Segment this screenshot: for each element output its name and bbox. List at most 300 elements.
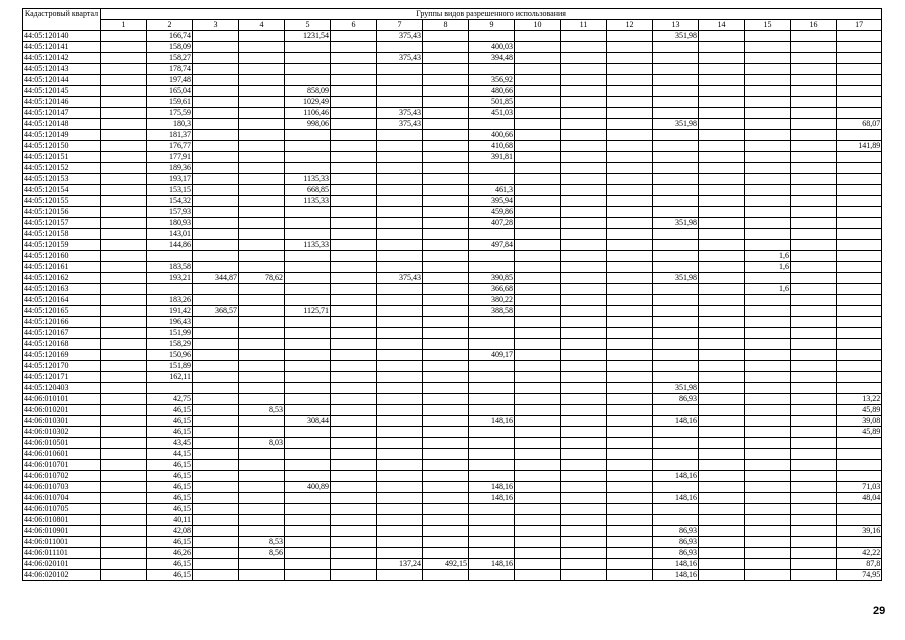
rate-cell: 461,3 [469,185,515,196]
rate-cell [837,449,882,460]
rate-cell [699,449,745,460]
cadastral-quarter-cell: 44:05:120162 [23,273,101,284]
rate-cell: 45,89 [837,427,882,438]
rate-cell [331,328,377,339]
rate-cell [423,449,469,460]
rate-cell [101,317,147,328]
rate-cell [515,427,561,438]
rate-cell: 8,53 [239,537,285,548]
rate-cell [837,504,882,515]
column-number: 14 [699,20,745,31]
rate-cell [101,97,147,108]
rate-cell [423,339,469,350]
rate-cell [791,482,837,493]
rate-cell [561,405,607,416]
rate-cell [607,559,653,570]
rate-cell [285,53,331,64]
rate-cell [101,548,147,559]
rate-cell [193,438,239,449]
table-row [23,482,882,493]
rate-cell [561,372,607,383]
rate-cell: 42,75 [147,394,193,405]
rate-cell: 46,15 [147,537,193,548]
rate-cell [561,207,607,218]
rate-cell [285,405,331,416]
rate-cell [837,537,882,548]
rate-cell [101,273,147,284]
rate-cell [285,394,331,405]
rate-cell [607,339,653,350]
table-row [23,75,882,86]
cadastral-quarter-cell: 44:05:120167 [23,328,101,339]
table-row [23,339,882,350]
cadastral-quarter-cell: 44:05:120153 [23,174,101,185]
rate-cell [607,141,653,152]
rate-cell [745,570,791,581]
rate-cell [377,405,423,416]
rate-cell [561,559,607,570]
rate-cell: 39,16 [837,526,882,537]
rate-cell [377,75,423,86]
rate-cell [101,262,147,273]
rate-cell [239,75,285,86]
rate-cell [101,64,147,75]
rate-cell: 46,15 [147,482,193,493]
table-row [23,196,882,207]
rate-cell [791,416,837,427]
rate-cell [791,548,837,559]
rate-cell [837,207,882,218]
rate-cell [377,482,423,493]
rate-cell [699,427,745,438]
table-row [23,163,882,174]
rate-cell [561,86,607,97]
rate-cell [607,86,653,97]
rate-cell [791,75,837,86]
rate-cell [515,537,561,548]
rate-cell: 497,84 [469,240,515,251]
rate-cell [653,438,699,449]
rate-cell [561,328,607,339]
rate-cell [791,317,837,328]
rate-cell [561,548,607,559]
rate-cell [239,119,285,130]
table-row [23,372,882,383]
rate-cell [101,284,147,295]
rate-cell [469,163,515,174]
rate-cell [377,471,423,482]
cadastral-quarter-cell: 44:05:120151 [23,152,101,163]
rate-cell [607,119,653,130]
rate-cell [561,449,607,460]
cadastral-quarter-cell: 44:05:120147 [23,108,101,119]
rate-cell [837,163,882,174]
cadastral-quarter-cell: 44:05:120150 [23,141,101,152]
rate-cell [101,416,147,427]
rate-cell [515,108,561,119]
rate-cell [699,350,745,361]
rate-cell [699,416,745,427]
cadastral-quarter-cell: 44:06:010301 [23,416,101,427]
rate-cell [607,504,653,515]
column-number: 3 [193,20,239,31]
rate-cell [331,42,377,53]
rate-cell [193,372,239,383]
rate-cell: 42,08 [147,526,193,537]
rate-cell [837,515,882,526]
rate-cell [515,515,561,526]
rate-cell [745,218,791,229]
rate-cell [837,295,882,306]
rate-cell [239,515,285,526]
rate-cell [561,339,607,350]
rate-cell [653,295,699,306]
rate-cell [285,141,331,152]
rate-cell [377,218,423,229]
column-number: 1 [101,20,147,31]
rate-cell [745,130,791,141]
cadastral-quarter-cell: 44:05:120171 [23,372,101,383]
cadastral-quarter-cell: 44:06:011001 [23,537,101,548]
rate-cell [423,152,469,163]
rate-cell [791,31,837,42]
rate-cell [699,64,745,75]
rate-cell [285,372,331,383]
cadastral-quarter-cell: 44:06:010801 [23,515,101,526]
rate-cell [791,570,837,581]
rate-cell [607,471,653,482]
rate-cell [377,339,423,350]
rate-cell [699,559,745,570]
rate-cell [515,460,561,471]
rate-cell [239,372,285,383]
rate-cell [239,526,285,537]
rate-cell [193,108,239,119]
table-row [23,383,882,394]
rate-cell [377,262,423,273]
rate-cell [331,504,377,515]
rate-cell: 46,15 [147,405,193,416]
table-row [23,251,882,262]
rate-cell [331,262,377,273]
rate-cell [607,350,653,361]
table-row [23,350,882,361]
cadastral-quarter-cell: 44:06:011101 [23,548,101,559]
rate-cell [285,64,331,75]
rate-cell [515,42,561,53]
rate-cell [653,86,699,97]
rate-cell [791,460,837,471]
rate-cell [515,174,561,185]
table-row [23,207,882,218]
column-number: 5 [285,20,331,31]
rate-cell [653,141,699,152]
rate-cell [837,86,882,97]
rate-cell [377,537,423,548]
rate-cell [837,361,882,372]
cadastral-quarter-header: Кадастровый квартал [23,9,101,31]
table-row [23,229,882,240]
rate-cell [239,185,285,196]
rate-cell [469,372,515,383]
table-row [23,53,882,64]
rate-cell [331,97,377,108]
rate-cell [837,152,882,163]
cadastral-quarter-cell: 44:05:120145 [23,86,101,97]
rate-cell [653,427,699,438]
cadastral-quarter-cell: 44:06:010601 [23,449,101,460]
rate-cell [561,427,607,438]
rate-cell: 1231,54 [285,31,331,42]
rate-cell [423,306,469,317]
rate-cell: 148,16 [469,482,515,493]
rate-cell [515,53,561,64]
table-row [23,108,882,119]
rate-cell [699,405,745,416]
rate-cell [791,383,837,394]
rate-cell [331,64,377,75]
rate-cell: 165,04 [147,86,193,97]
rate-cell [791,449,837,460]
table-row [23,86,882,97]
rate-cell: 1135,33 [285,240,331,251]
rate-cell [791,526,837,537]
rate-cell [423,108,469,119]
rate-cell [699,108,745,119]
rate-cell [285,504,331,515]
rate-cell [423,548,469,559]
rate-cell [837,383,882,394]
cadastral-quarter-cell: 44:05:120168 [23,339,101,350]
rate-cell [607,174,653,185]
rate-cell [331,119,377,130]
rate-cell [239,152,285,163]
rate-cell [101,394,147,405]
rate-cell [469,317,515,328]
rate-cell [561,306,607,317]
cadastral-quarter-cell: 44:06:020101 [23,559,101,570]
rate-cell [791,141,837,152]
rate-cell [377,207,423,218]
rate-cell [699,339,745,350]
rate-cell [239,42,285,53]
rate-cell [423,141,469,152]
rate-cell [607,306,653,317]
rate-cell [101,86,147,97]
rate-cell [561,471,607,482]
rate-cell [745,174,791,185]
rate-cell [101,559,147,570]
rate-cell [101,438,147,449]
rate-cell [607,75,653,86]
rate-cell [239,295,285,306]
rate-cell [423,515,469,526]
rate-cell [423,130,469,141]
rate-cell [699,372,745,383]
rate-cell [607,64,653,75]
rate-cell: 351,98 [653,273,699,284]
rate-cell [377,372,423,383]
rate-cell [423,53,469,64]
rate-cell [699,53,745,64]
rate-cell [469,548,515,559]
rate-cell [423,185,469,196]
rate-cell [423,31,469,42]
rate-cell [101,405,147,416]
cadastral-quarter-cell: 44:05:120156 [23,207,101,218]
rate-cell [699,218,745,229]
rate-cell [101,350,147,361]
rate-cell [791,130,837,141]
rate-cell [193,31,239,42]
rate-cell [791,42,837,53]
rate-cell [193,548,239,559]
rate-cell: 668,85 [285,185,331,196]
rate-cell [837,174,882,185]
rate-cell [837,251,882,262]
rate-cell [377,493,423,504]
rate-cell [515,64,561,75]
rate-cell [837,273,882,284]
rate-cell: 157,93 [147,207,193,218]
rate-cell [515,570,561,581]
rate-cell [193,537,239,548]
rate-cell [423,471,469,482]
rate-cell [101,229,147,240]
rate-cell [377,383,423,394]
rate-cell [469,438,515,449]
rate-cell [515,251,561,262]
rate-cell [101,361,147,372]
column-number: 16 [791,20,837,31]
rate-cell [423,328,469,339]
rate-cell: 148,16 [469,493,515,504]
rate-cell [745,240,791,251]
rate-cell [699,317,745,328]
table-row [23,130,882,141]
rate-cell [653,97,699,108]
rate-cell [837,185,882,196]
rate-cell [285,383,331,394]
rate-cell [101,185,147,196]
rate-cell: 375,43 [377,108,423,119]
rate-cell [607,570,653,581]
cadastral-quarter-cell: 44:05:120146 [23,97,101,108]
rate-cell: 151,89 [147,361,193,372]
rate-cell [561,75,607,86]
rate-cell [515,240,561,251]
rate-cell [331,284,377,295]
rate-cell [515,350,561,361]
rate-cell [561,119,607,130]
rate-cell [607,229,653,240]
rate-cell [193,97,239,108]
cadastral-quarter-cell: 44:05:120148 [23,119,101,130]
rate-cell [745,548,791,559]
rate-cell [515,526,561,537]
rate-cell [377,229,423,240]
rate-cell [331,141,377,152]
rate-cell [193,185,239,196]
rate-cell [469,31,515,42]
rate-cell [101,174,147,185]
rate-cell [331,317,377,328]
rate-cell [147,383,193,394]
rate-cell [699,460,745,471]
rate-cell [239,559,285,570]
rate-cell [285,515,331,526]
rate-cell: 407,28 [469,218,515,229]
rate-cell [469,515,515,526]
rate-cell [377,64,423,75]
rate-cell [699,75,745,86]
rate-cell [515,86,561,97]
rate-cell [101,207,147,218]
rate-cell [469,526,515,537]
rate-cell [193,328,239,339]
rate-cell [193,218,239,229]
rate-cell [239,130,285,141]
rate-cell [285,537,331,548]
rate-cell [791,86,837,97]
rate-cell [561,526,607,537]
rate-cell [745,295,791,306]
rate-cell: 1106,46 [285,108,331,119]
rate-cell [653,405,699,416]
rate-cell [239,471,285,482]
rate-cell [331,207,377,218]
rate-cell [101,53,147,64]
rate-cell [607,416,653,427]
rate-cell [791,97,837,108]
rate-cell [331,273,377,284]
rate-cell [193,449,239,460]
rate-cell: 86,93 [653,394,699,405]
rate-cell [469,64,515,75]
rate-cell [561,515,607,526]
rate-cell [515,163,561,174]
rate-cell [193,152,239,163]
rate-cell [193,460,239,471]
rate-cell [239,570,285,581]
rate-cell [423,493,469,504]
rate-cell [699,284,745,295]
rate-cell [515,262,561,273]
rate-cell [239,163,285,174]
rate-cell [239,86,285,97]
rate-cell [331,185,377,196]
rate-cell [377,196,423,207]
rate-cell [331,570,377,581]
rate-cell [837,229,882,240]
rate-cell: 44,15 [147,449,193,460]
rate-cell [653,372,699,383]
rate-cell [377,306,423,317]
rate-cell [607,460,653,471]
rate-cell [377,416,423,427]
rate-cell [515,207,561,218]
rate-cell [607,185,653,196]
rate-cell [745,163,791,174]
rate-cell: 1,6 [745,262,791,273]
rate-cell [101,240,147,251]
rate-cell [423,317,469,328]
rate-cell [331,75,377,86]
rate-cell [193,383,239,394]
rate-cell [377,570,423,581]
rate-cell [791,64,837,75]
rate-cell [699,119,745,130]
